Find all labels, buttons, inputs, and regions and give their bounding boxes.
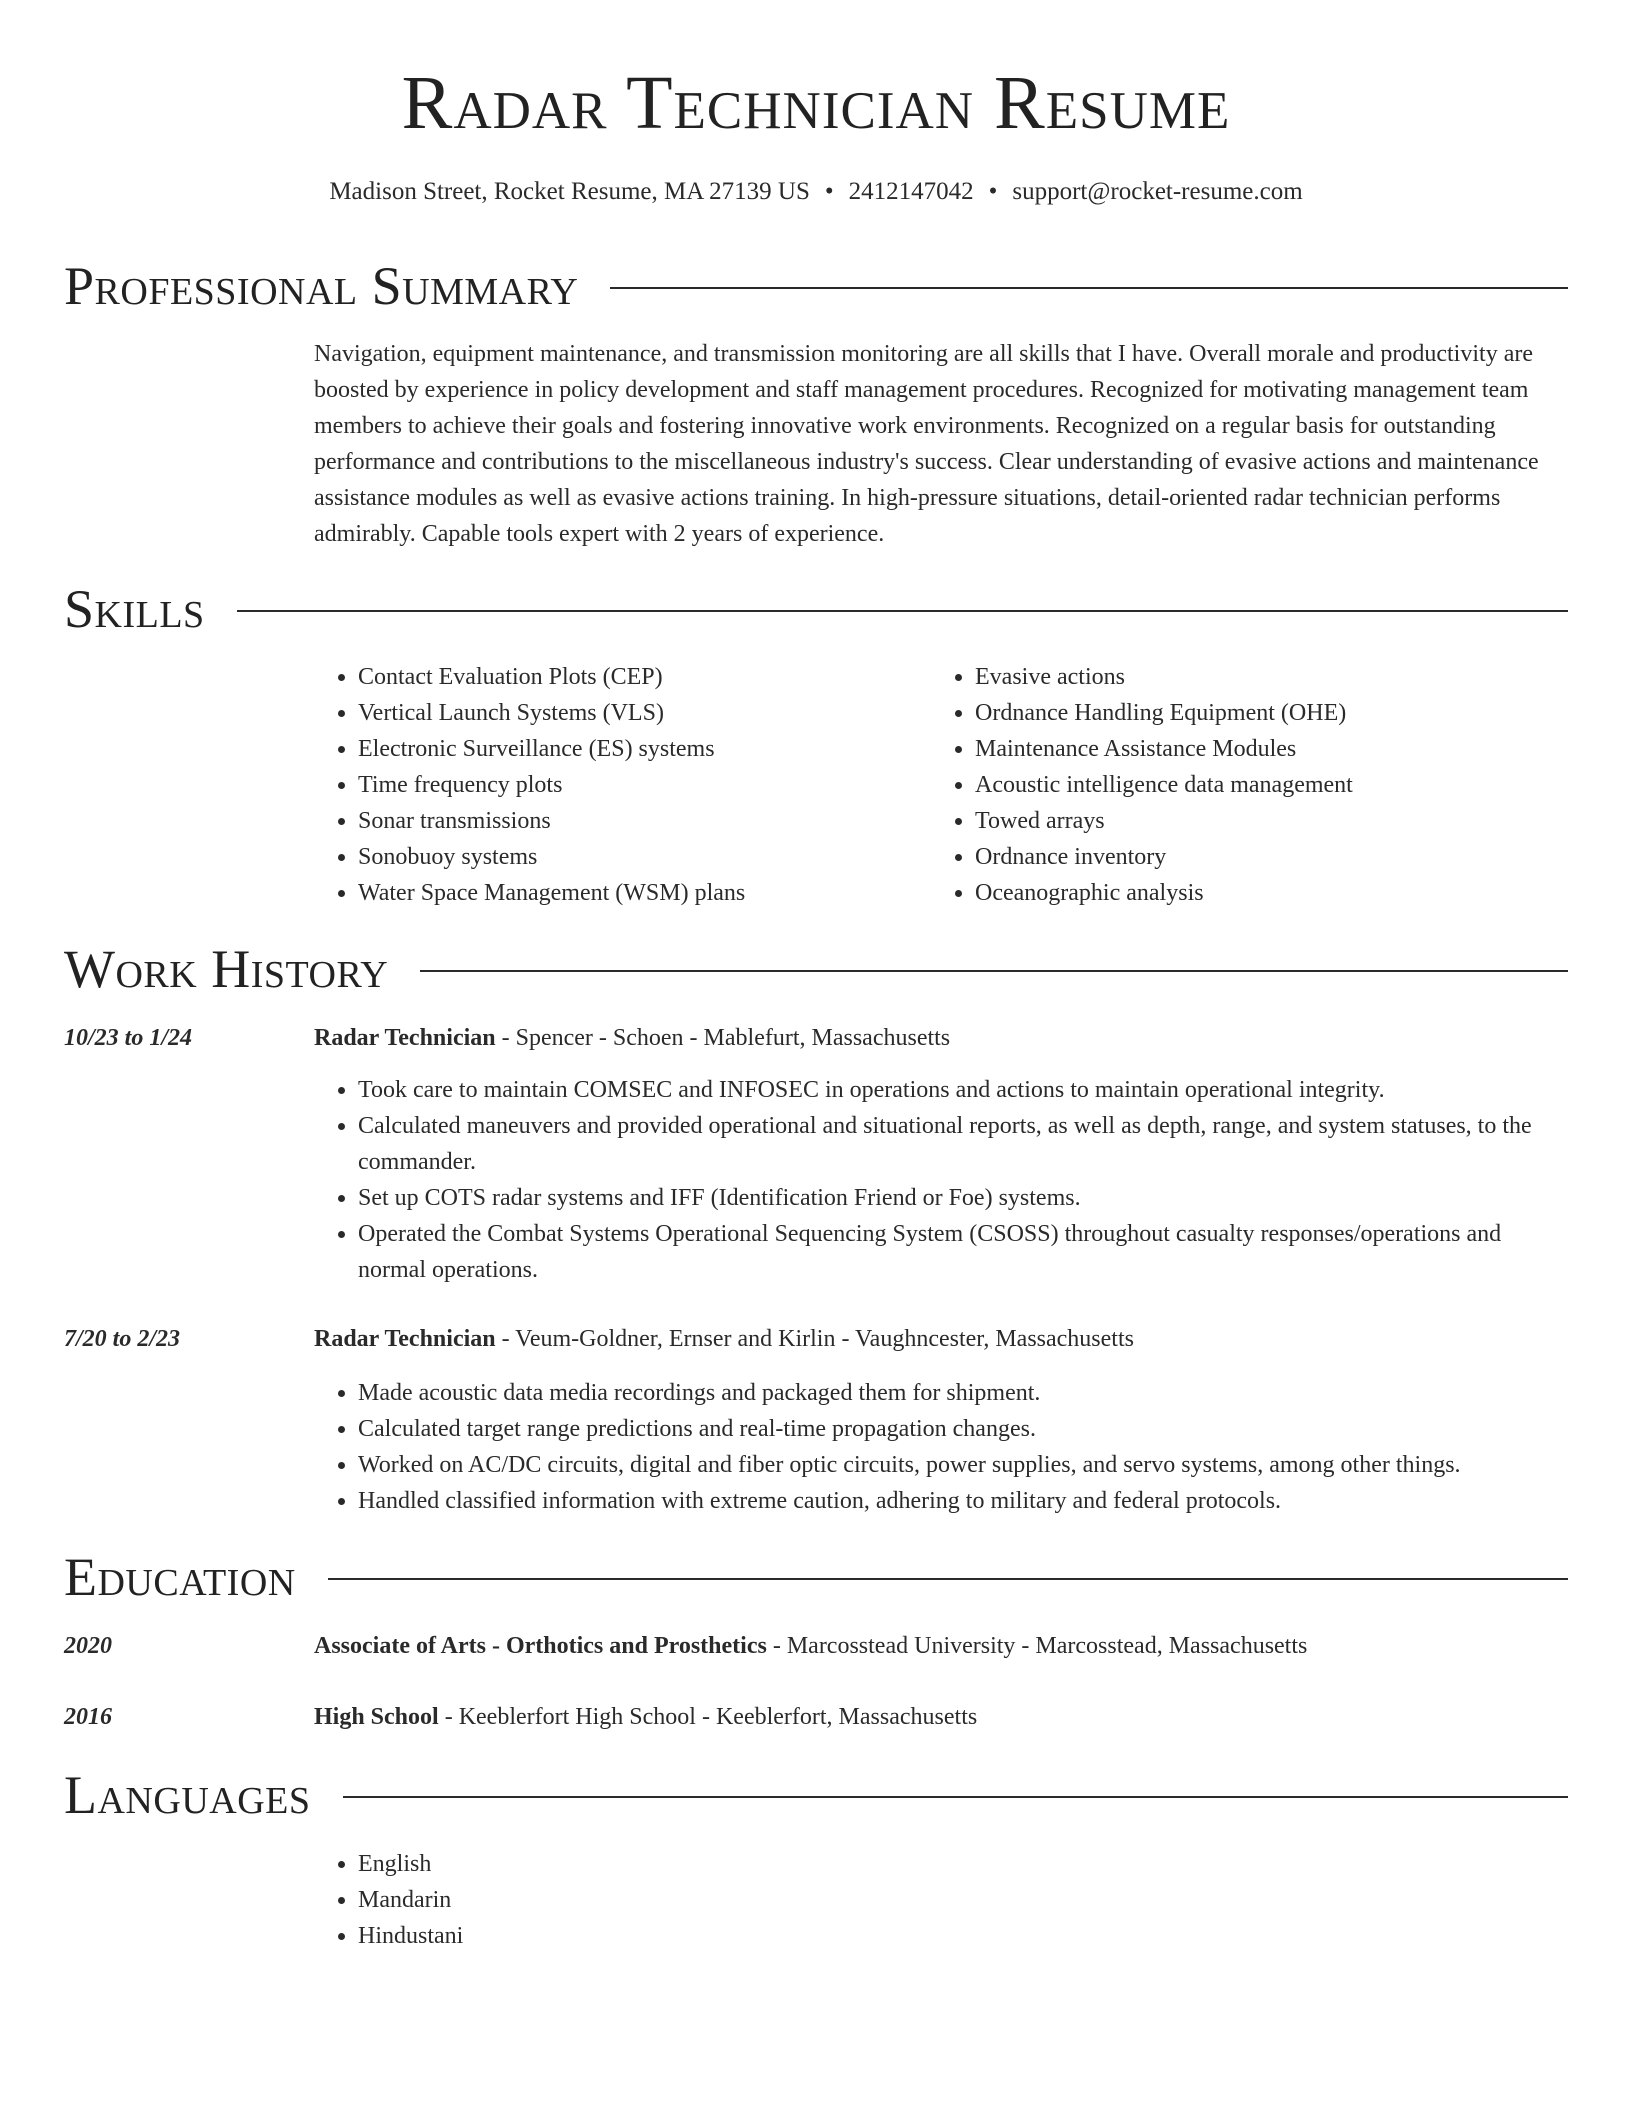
skills-column-right xyxy=(931,659,1548,911)
job-bullet: • Took care to maintain COMSEC and INFOSEC in operations and actions to maintain operational integrity. xyxy=(358,1072,1568,1108)
job-bullets xyxy=(314,1072,1568,1288)
skill-item: • Ordnance inventory xyxy=(975,839,1548,875)
contact-address: Madison Street, Rocket Resume, MA 27139 US xyxy=(329,178,810,205)
job-heading xyxy=(314,1020,1568,1056)
skill-item: • Maintenance Assistance Modules xyxy=(975,731,1548,767)
summary-body xyxy=(314,336,1568,552)
education-year: 2020 xyxy=(64,1633,112,1659)
education-school: - Keeblerfort High School - Keeblerfort, Massachusetts xyxy=(438,1704,978,1730)
job-heading xyxy=(314,1321,1568,1357)
skills-body xyxy=(314,659,1568,911)
skills-columns xyxy=(314,659,1568,911)
job-title: Radar Technician xyxy=(314,1326,496,1352)
section-divider xyxy=(420,970,1568,972)
job-employer: - Spencer - Schoen - Mablefurt, Massachusetts xyxy=(495,1025,951,1051)
job-title: Radar Technician xyxy=(314,1025,496,1051)
job-bullet: • Calculated maneuvers and provided operational and situational reports, as well as depth, range, and system statuses, to the commander. xyxy=(358,1108,1568,1180)
job-bullet: • Worked on AC/DC circuits, digital and fiber optic circuits, power supplies, and servo systems, among other things. xyxy=(358,1447,1568,1483)
language-item: • Mandarin xyxy=(358,1882,1568,1918)
job-dates: 10/23 to 1/24 xyxy=(64,1025,193,1051)
resume-name: Radar Technician Resume xyxy=(401,61,1231,145)
education-heading-line xyxy=(314,1628,1568,1664)
job-dates: 7/20 to 2/23 xyxy=(64,1326,181,1352)
language-item: • Hindustani xyxy=(358,1918,1568,1954)
job-employer: - Veum-Goldner, Ernser and Kirlin - Vaughncester, Massachusetts xyxy=(495,1326,1134,1352)
education-school: - Marcosstead University - Marcosstead, Massachusetts xyxy=(766,1633,1308,1659)
skill-item: • Sonar transmissions xyxy=(358,803,931,839)
skill-item: • Electronic Surveillance (ES) systems xyxy=(358,731,931,767)
contact-email: support@rocket-resume.com xyxy=(1012,178,1303,205)
section-divider xyxy=(237,610,1568,612)
job-bullet: • Calculated target range predictions and real-time propagation changes. xyxy=(358,1411,1568,1447)
skill-item: • Vertical Launch Systems (VLS) xyxy=(358,695,931,731)
skill-item: • Evasive actions xyxy=(975,659,1548,695)
education-year: 2016 xyxy=(64,1704,112,1730)
summary-text: Navigation, equipment maintenance, and transmission monitoring are all skills that I have. Overall morale and productivity are boosted by experience in policy development and staff management procedures. Recognized for motivating management team members to achieve their goals and fostering innovative work environments. Recognized on a regular basis for outstanding performance and contributions to the miscellaneous industry's success. Clear understanding of evasive actions and maintenance assistance modules as well as evasive actions training. In high-pressure situations, detail-oriented radar technician performs admirably. Capable tools expert with 2 years of experience. xyxy=(314,341,1539,547)
language-item: • English xyxy=(358,1846,1568,1882)
summary-heading: Professional Summary xyxy=(64,256,579,316)
skills-heading: Skills xyxy=(64,579,205,639)
work-heading: Work History xyxy=(64,939,389,999)
work-section-header xyxy=(64,937,1568,1001)
skill-item: • Acoustic intelligence data management xyxy=(975,767,1548,803)
skills-section-header xyxy=(64,577,1568,641)
languages-heading: Languages xyxy=(64,1765,311,1825)
job-bullet: • Made acoustic data media recordings and packaged them for shipment. xyxy=(358,1375,1568,1411)
job-bullet: • Operated the Combat Systems Operational Sequencing System (CSOSS) throughout casualty responses/operations and normal operations. xyxy=(358,1216,1568,1288)
skill-item: • Ordnance Handling Equipment (OHE) xyxy=(975,695,1548,731)
skills-column-left xyxy=(314,659,931,911)
skill-item: • Time frequency plots xyxy=(358,767,931,803)
skill-item: • Contact Evaluation Plots (CEP) xyxy=(358,659,931,695)
skill-item: • Sonobuoy systems xyxy=(358,839,931,875)
education-section-header xyxy=(64,1545,1568,1609)
job-bullet: • Set up COTS radar systems and IFF (Identification Friend or Foe) systems. xyxy=(358,1180,1568,1216)
languages-body xyxy=(314,1846,1568,1954)
education-degree: High School xyxy=(314,1704,439,1730)
contact-phone: 2412147042 xyxy=(848,178,974,205)
contact-separator: • xyxy=(824,178,834,205)
job-bullet: • Handled classified information with extreme caution, adhering to military and federal protocols. xyxy=(358,1483,1568,1519)
education-heading: Education xyxy=(64,1547,296,1607)
summary-section-header xyxy=(64,254,1568,318)
section-divider xyxy=(610,287,1568,289)
skill-item: • Oceanographic analysis xyxy=(975,875,1548,911)
job-bullets xyxy=(314,1375,1568,1519)
skill-item: • Towed arrays xyxy=(975,803,1548,839)
education-degree: Associate of Arts - Orthotics and Prosthetics xyxy=(314,1633,767,1659)
section-divider xyxy=(328,1578,1568,1580)
languages-section-header xyxy=(64,1763,1568,1827)
contact-separator: • xyxy=(988,178,998,205)
contact-line xyxy=(0,174,1632,210)
education-heading-line xyxy=(314,1699,1568,1735)
skill-item: • Water Space Management (WSM) plans xyxy=(358,875,931,911)
section-divider xyxy=(343,1796,1569,1798)
